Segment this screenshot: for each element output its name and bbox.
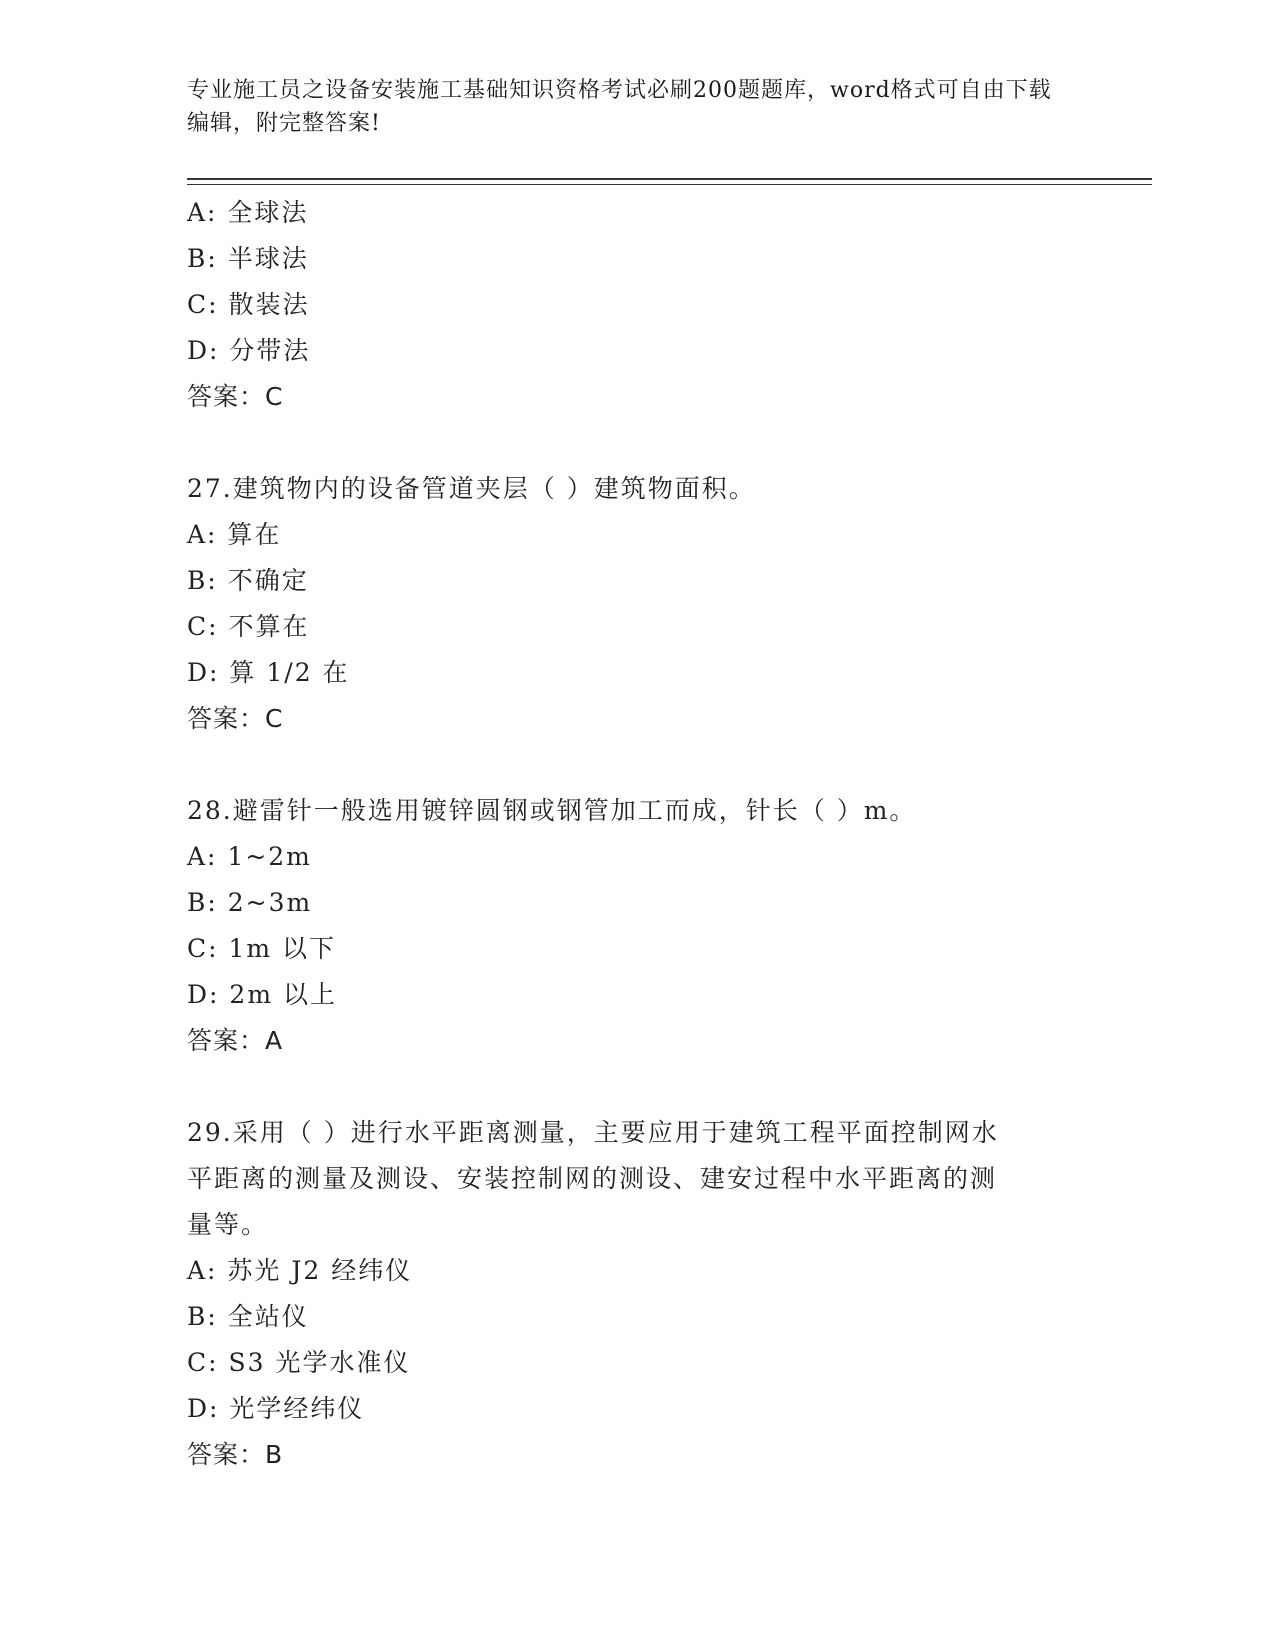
answer: 答案：C [187,382,284,411]
question-stem-line-3: 量等。 [187,1210,269,1239]
header-divider-thin [187,184,1152,185]
option-c: C: 1m 以下 [187,934,337,963]
answer: 答案：A [187,1026,284,1055]
header-divider-thick [187,178,1152,180]
option-c: C: 不算在 [187,612,310,641]
option-a: A: 全球法 [187,198,309,227]
question-content [187,190,1067,1478]
question-stem: 28.避雷针一般选用镀锌圆钢或钢管加工而成，针长（ ）m。 [187,796,917,825]
question-stem-line-1: 29.采用（ ）进行水平距离测量，主要应用于建筑工程平面控制网水 [187,1118,999,1147]
option-b: B: 2~3m [187,888,313,917]
question-block-27 [187,466,1067,742]
option-d: D: 光学经纬仪 [187,1394,365,1423]
option-b: B: 半球法 [187,244,309,273]
option-a: A: 苏光 J2 经纬仪 [187,1256,413,1285]
question-block-29 [187,1110,1067,1478]
option-b: B: 全站仪 [187,1302,309,1331]
question-block-26 [187,190,1067,420]
answer: 答案：B [187,1440,284,1469]
option-d: D: 算 1/2 在 [187,658,350,687]
option-d: D: 分带法 [187,336,311,365]
option-a: A: 1~2m [187,842,312,871]
option-d: D: 2m 以上 [187,980,337,1009]
document-header: 专业施工员之设备安装施工基础知识资格考试必刷200题题库，word格式可自由下载编辑，附完整答案! [187,78,1052,136]
spacer [187,1064,1067,1110]
question-block-28 [187,788,1067,1064]
spacer [187,420,1067,466]
question-stem-line-2: 平距离的测量及测设、安装控制网的测设、建安过程中水平距离的测 [187,1164,998,1193]
spacer [187,742,1067,788]
option-b: B: 不确定 [187,566,309,595]
answer: 答案：C [187,704,284,733]
option-c: C: S3 光学水准仪 [187,1348,411,1377]
option-c: C: 散装法 [187,290,310,319]
question-stem: 27.建筑物内的设备管道夹层（ ）建筑物面积。 [187,474,756,503]
option-a: A: 算在 [187,520,282,549]
